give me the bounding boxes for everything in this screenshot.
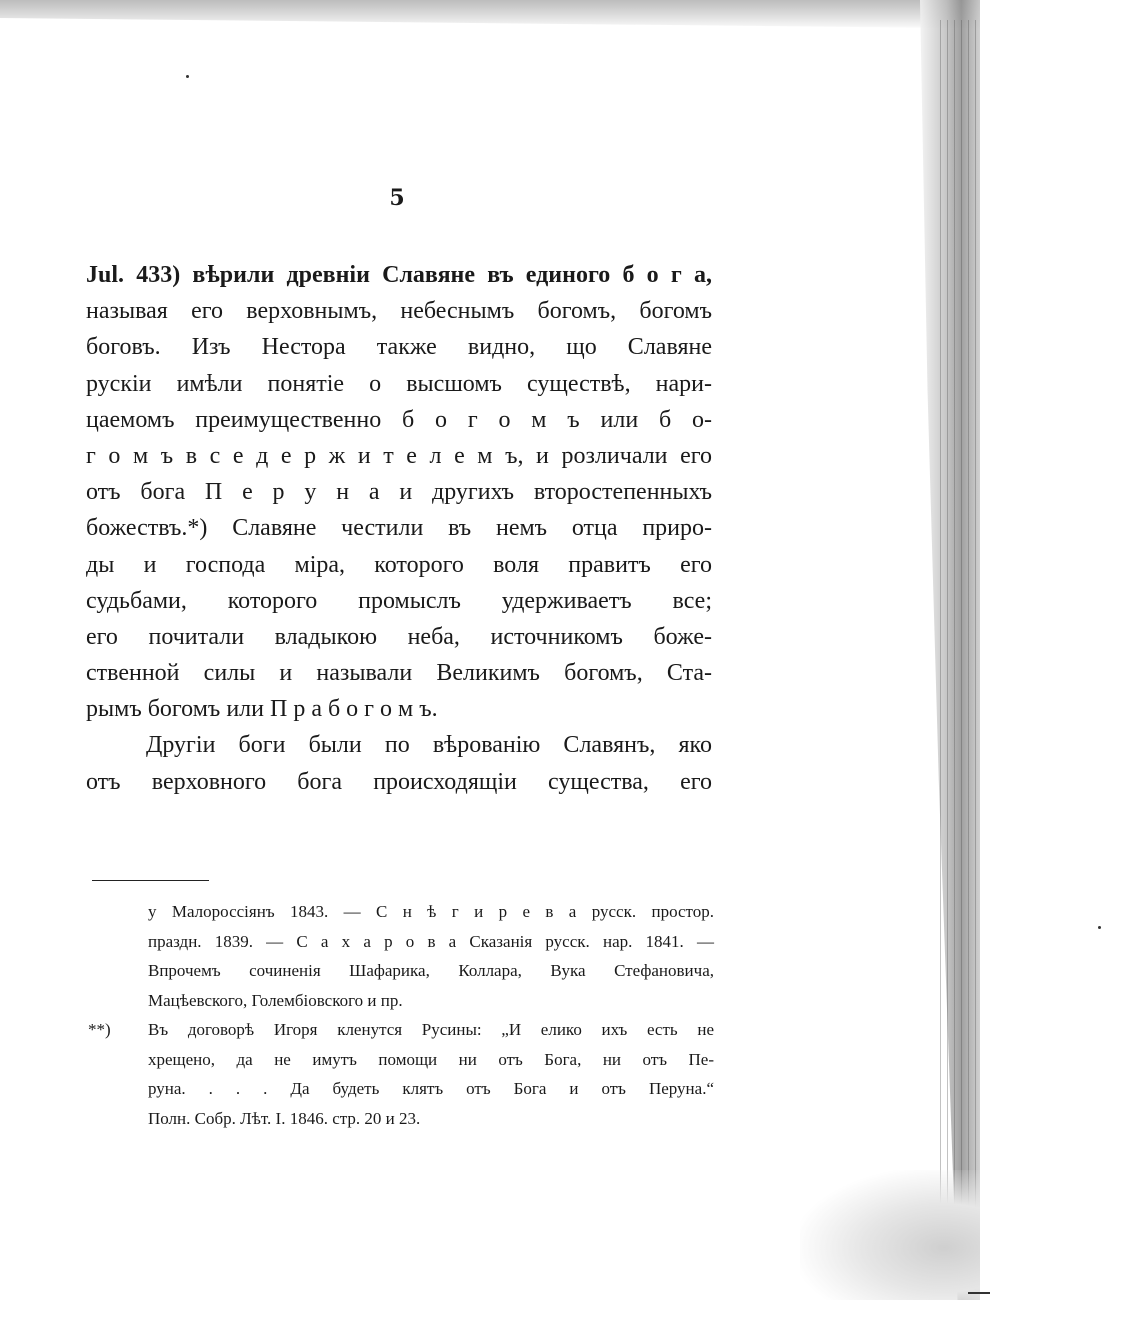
text-line: божествъ.*) Славяне честили въ немъ отца приро-	[86, 515, 712, 542]
footnote-line: Полн. Собр. Лѣт. I. 1846. стр. 20 и 23.	[148, 1108, 421, 1128]
speck	[186, 75, 189, 78]
footnote-line: праздн. 1839. — С а х а р о в а Сказанія русск. нар. 1841. —	[148, 931, 714, 951]
text-line: ственной силы и называли Великимъ богомъ, Ста-	[86, 660, 712, 687]
footnotes	[88, 897, 714, 1133]
footnote-line: руна. . . . Да будеть клятъ отъ Бога и отъ Перуна.“	[148, 1079, 714, 1098]
footnote-line: Мацѣевского, Голембіовского и пр.	[148, 990, 403, 1010]
text-line: отъ бога П е р у н а и другихъ второстепенныхъ	[86, 479, 712, 506]
footnote-line: Въ договорѣ Игоря кленутся Русины: „И елико ихъ есть не	[148, 1020, 714, 1039]
page-number: 5	[389, 185, 405, 211]
text-line: отъ верховного бога происходящіи существа, его	[86, 768, 712, 795]
text-line: ды и господа міра, которого воля правитъ его	[86, 551, 712, 578]
corner-smudge	[800, 1170, 980, 1300]
footnote-marker: **)	[88, 1020, 111, 1039]
bottom-edge-mark	[968, 1292, 990, 1294]
main-text	[86, 257, 712, 800]
text-line: Другіи боги были по вѣрованію Славянъ, яко	[146, 732, 712, 759]
text-line: г о м ъ в с е д е р ж и т е л е м ъ, и розличали его	[86, 442, 712, 469]
text-line: судьбами, которого промыслъ удерживаетъ все;	[86, 587, 712, 614]
footnote-line: Впрочемъ сочиненія Шафарика, Коллара, Вука Стефановича,	[148, 961, 714, 980]
footnote-line: хрещено, да не имутъ помощи ни отъ Бога, ни отъ Пе-	[148, 1049, 714, 1069]
text-line: Jul. 433) вѣрили древніи Славяне въ единого б о г а,	[86, 262, 712, 288]
page-edge-lines	[940, 20, 980, 1290]
text-line: его почитали владыкою неба, источникомъ боже-	[86, 623, 712, 650]
speck	[1098, 926, 1101, 929]
text-line: цаемомъ преимущественно б о г о м ъ или б о-	[86, 406, 712, 433]
right-margin	[980, 0, 1140, 1344]
footnote-line: у Малороссіянъ 1843. — С н ѣ г и р е в а русск. простор.	[148, 902, 714, 921]
text-line: боговъ. Изъ Нестора также видно, що Славяне	[86, 334, 712, 361]
footnote-rule	[92, 880, 209, 881]
text-line: рымъ богомъ или П р а б о г о м ъ.	[86, 696, 438, 723]
text-line: рускіи имѣли понятіе о высшомъ существѣ, нари-	[86, 370, 712, 397]
footnote-second	[88, 1015, 714, 1045]
text-line: называя его верховнымъ, небеснымъ богомъ, богомъ	[86, 298, 712, 325]
